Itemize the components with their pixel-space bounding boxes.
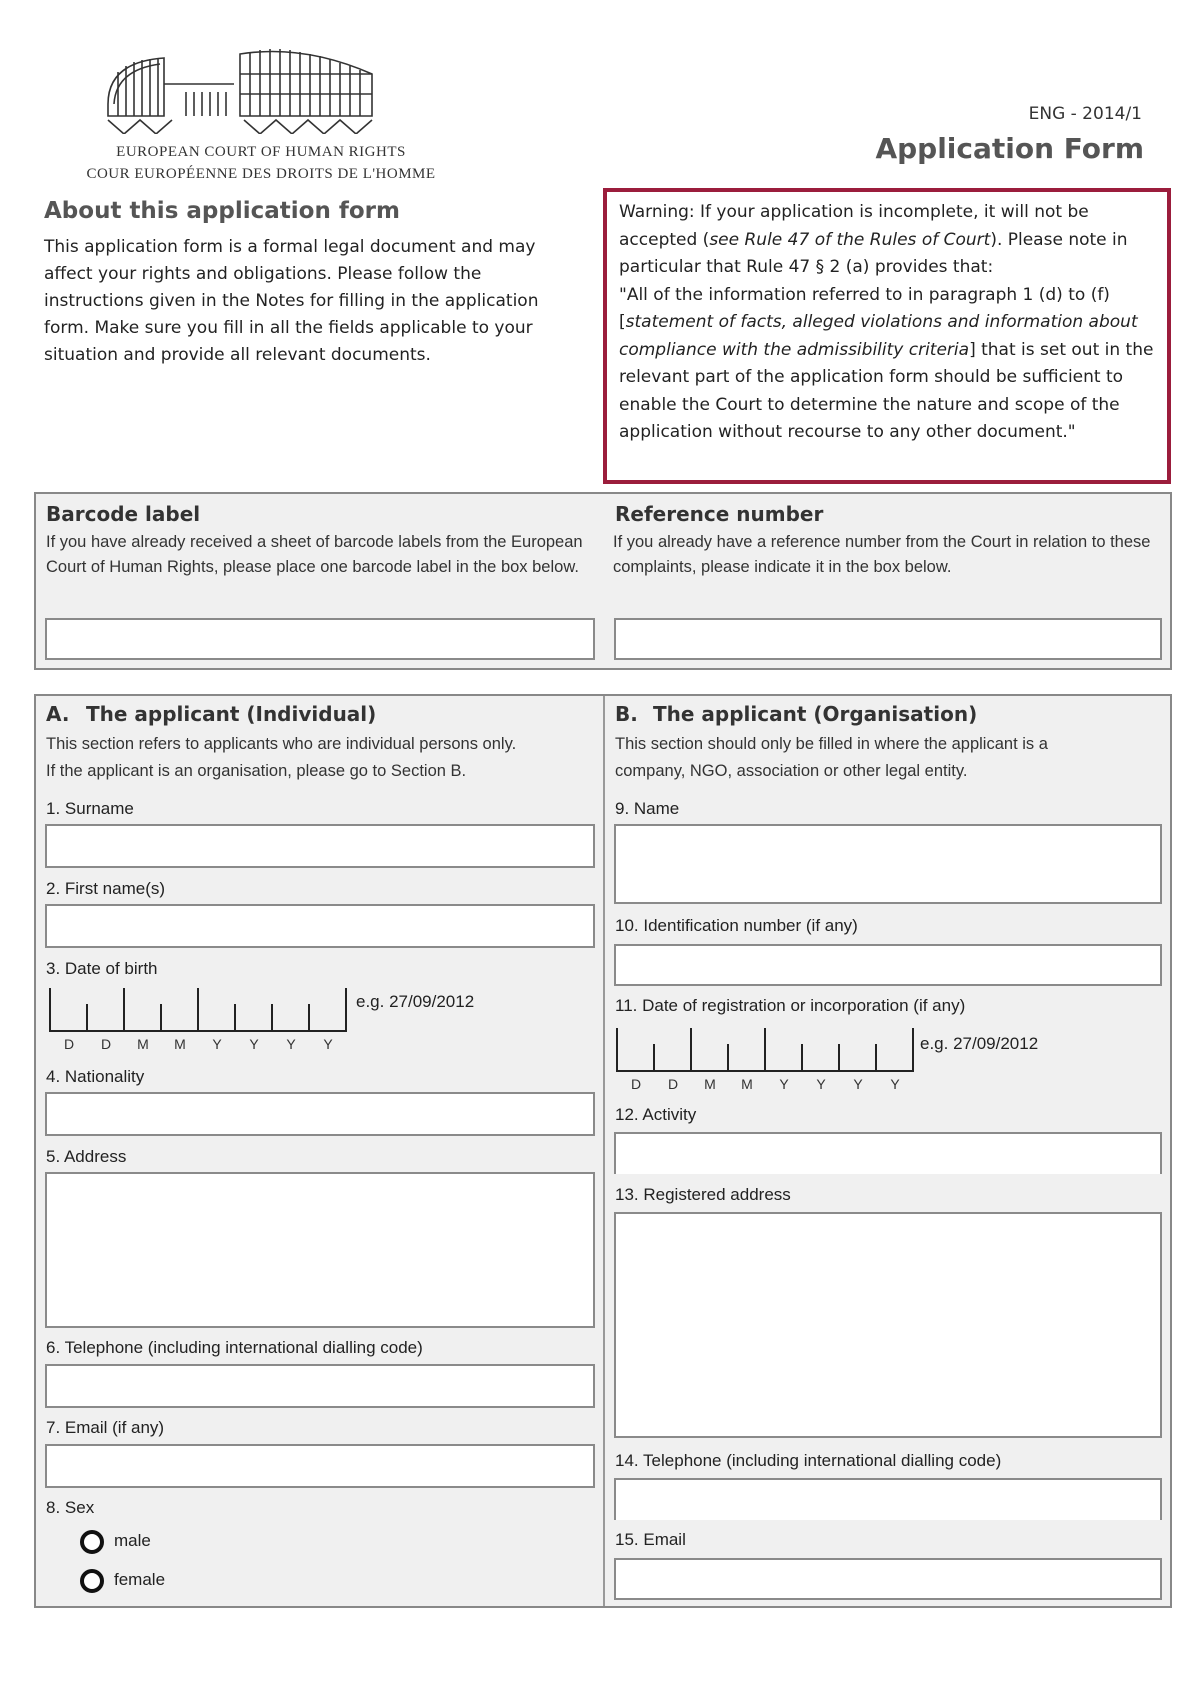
section-b-letter: B. [615, 702, 638, 726]
org-email-label: 15. Email [615, 1530, 686, 1549]
reference-heading: Reference number [615, 502, 824, 526]
reference-number-input[interactable] [614, 618, 1162, 660]
warning-text-1: Warning: If your application is incomplete, it will not be accepted ( [619, 202, 1089, 250]
sex-label: 8. Sex [46, 1498, 95, 1517]
about-heading: About this application form [44, 198, 400, 224]
email-input[interactable] [45, 1444, 595, 1488]
form-title: Application Form [875, 132, 1144, 165]
warning-text-6: ] that is set out in the relevant part of the application form should be sufficient to enable the Court to determine the nature and scope of the application without recourse to any other document." [619, 339, 1154, 442]
registered-address-input[interactable] [614, 1212, 1162, 1438]
activity-label: 12. Activity [615, 1105, 697, 1124]
about-paragraph: This application form is a formal legal document and may affect your rights and obligations. Please follow the instructions given in the Notes for filling in the application form. Make sure you fill in all the fields applicable to your situation and provide all relevant documents. [44, 237, 539, 365]
sex-male-radio[interactable] [80, 1530, 104, 1554]
registration-date-label: 11. Date of registration or incorporation (if any) [615, 996, 966, 1015]
email-label: 7. Email (if any) [46, 1418, 165, 1437]
nationality-label: 4. Nationality [46, 1067, 145, 1086]
date-of-birth-example: e.g. 27/09/2012 [356, 992, 475, 1011]
warning-box [603, 188, 1171, 484]
warning-text-4: "All of the information referred to in paragraph 1 (d) to (f) [ [619, 284, 1110, 332]
section-b-desc-2: company, NGO, association or other legal entity. [615, 762, 968, 780]
registered-address-label: 13. Registered address [615, 1185, 791, 1204]
org-name-input[interactable] [614, 824, 1162, 904]
address-label: 5. Address [46, 1147, 127, 1166]
section-divider [603, 696, 605, 1606]
org-telephone-label: 14. Telephone (including international dialling code) [615, 1451, 1002, 1470]
org-telephone-input[interactable] [614, 1478, 1162, 1520]
first-name-input[interactable] [45, 904, 595, 948]
identification-number-input[interactable] [614, 944, 1162, 986]
activity-input[interactable] [614, 1132, 1162, 1174]
warning-text-2: see Rule 47 of the Rules of Court [709, 229, 991, 250]
barcode-text: If you have already received a sheet of barcode labels from the European Court of Human Rights, please place one barcode label in the box below. [46, 533, 583, 576]
date-of-birth-input[interactable] [49, 988, 349, 1032]
form-code: ENG - 2014/1 [1028, 104, 1142, 124]
surname-input[interactable] [45, 824, 595, 868]
court-name-fr: COUR EUROPÉENNE DES DROITS DE L'HOMME [86, 166, 436, 182]
court-logo [86, 44, 436, 184]
registration-date-example: e.g. 27/09/2012 [920, 1034, 1039, 1053]
section-b-heading: The applicant (Organisation) [653, 702, 978, 726]
registration-date-input[interactable] [616, 1028, 916, 1072]
sex-male-label: male [114, 1531, 151, 1550]
barcode-label-box[interactable] [45, 618, 595, 660]
first-name-label: 2. First name(s) [46, 879, 166, 898]
address-input[interactable] [45, 1172, 595, 1328]
org-name-label: 9. Name [615, 799, 680, 818]
section-b-desc-1: This section should only be filled in where the applicant is a [615, 735, 1048, 753]
date-of-birth-label: 3. Date of birth [46, 959, 158, 978]
court-building-icon [104, 44, 384, 134]
telephone-input[interactable] [45, 1364, 595, 1408]
court-name-en: EUROPEAN COURT OF HUMAN RIGHTS [116, 144, 406, 160]
reference-text: If you already have a reference number from the Court in relation to these complaints, please indicate it in the box below. [613, 533, 1151, 576]
warning-text-3: ). Please note in particular that Rule 47 § 2 (a) provides that: [619, 229, 1128, 277]
warning-text-5: statement of facts, alleged violations and information about compliance with the admissibility criteria [619, 312, 1138, 360]
nationality-input[interactable] [45, 1092, 595, 1136]
surname-label: 1. Surname [46, 799, 134, 818]
sex-female-radio[interactable] [80, 1569, 104, 1593]
section-a-heading: The applicant (Individual) [86, 702, 377, 726]
barcode-heading: Barcode label [46, 502, 201, 526]
identification-number-label: 10. Identification number (if any) [615, 916, 858, 935]
section-a-desc-1: This section refers to applicants who are individual persons only. [46, 735, 517, 753]
telephone-label: 6. Telephone (including international dialling code) [46, 1338, 423, 1357]
sex-female-label: female [114, 1570, 166, 1589]
section-a-desc-2: If the applicant is an organisation, please go to Section B. [46, 762, 467, 780]
org-email-input[interactable] [614, 1558, 1162, 1600]
section-a-letter: A. [46, 702, 70, 726]
